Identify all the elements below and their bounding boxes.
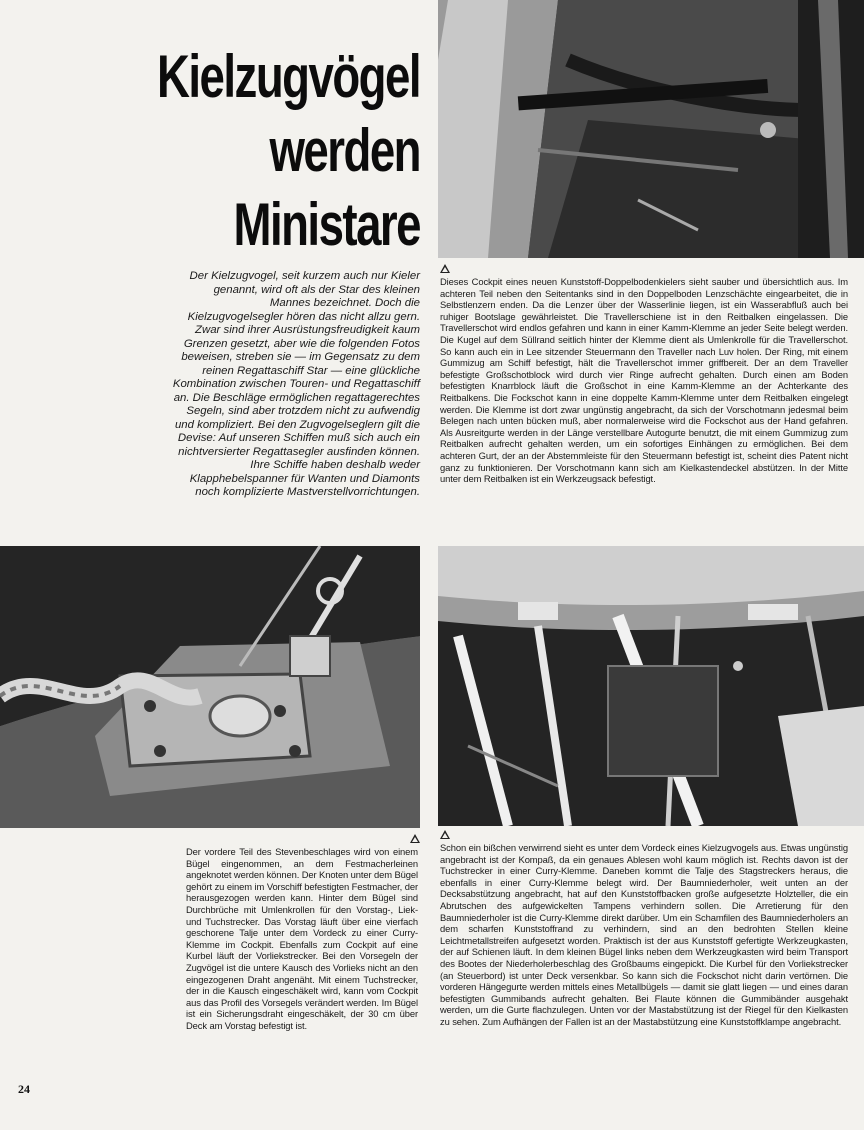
title-line-3: Ministare <box>233 191 420 258</box>
stevenbeschlag-photo <box>0 546 420 828</box>
title-line-2: werden <box>269 117 420 184</box>
stevenbeschlag-caption: Der vordere Teil des Stevenbeschlages wird von einem Bügel eingenommen, an dem Festmacherleinen angeknotet werden können. Der Knoten unter dem Bügel gehört zu einem im Vorschiff befestigten Festmacher, der herausgezogen werden kann. Hinter dem Bügel sind Durchbrüche mit Umlenkrollen für den Vorstag-, Liek- und Tuchstrecker. Das Vorstag läuft über eine vierfach geschorene Talje unter dem Vordeck zu einer Curry-Klemme im Cockpit. Ebenfalls zum Cockpit auf eine Kurbel läuft der Vorliekstrecker. Bei den Vorsegeln der Zugvögel ist die untere Kausch des Vorlieks nicht an den eingezogenen Draht angenäht. Mit einem Tuchstrecker, der in die Kausch eingeschäkelt wird, kann vom Cockpit aus das Profil des Vorsegels verändert werden. Im Bügel ist ein Sicherungsdraht eingeschäkelt, der 30 cm über Deck am Vorstag befestigt ist. <box>186 846 418 1031</box>
caption-marker-icon <box>440 264 450 273</box>
cockpit-photo <box>438 0 864 258</box>
article-title <box>146 40 420 262</box>
caption-marker-icon <box>410 834 420 843</box>
article-intro: Der Kielzugvogel, seit kurzem auch nur Kieler genannt, wird oft als der Star des kleinen Mannes bezeichnet. Doch die Kielzugvogelsegler hören das nicht allzu gern. Zwar sind ihrer Ausrüstungsfreudigkeit kaum Grenzen gesetzt, aber wie die folgenden Fotos beweisen, streben sie — im Gegensatz zu dem reinen Regattaschiff Star — eine glückliche Kombination zwischen Touren- und Regattaschiff an. Die Beschläge ermöglichen regattagerechtes Segeln, sind aber trotzdem nicht zu aufwendig und kompliziert. Bei den Zugvogelseglern gilt die Devise: Auf unseren Schiffen muß sich auch ein nichtversierter Regattasegler ausfinden können. Ihre Schiffe haben deshalb weder Klapphebelspanner für Wanten und Diamonts noch komplizierte Mastverstellvorrichtungen. <box>172 270 420 498</box>
vordeck-caption: Schon ein bißchen verwirrend sieht es unter dem Vordeck eines Kielzugvogels aus. Etwas ungünstig angebracht ist der Kompaß, da ein genaues Ablesen wohl kaum möglich ist. Rechts davon ist der Tuchstrecker in einer Curry-Klemme. Daneben kommt die Talje des Stagstreckers heraus, die ebenfalls in einer Curry-Klemme belegt wird. Der Baumniederholer, weit unten an der Decksabstützung angebracht, hat auf den Kunststoffbacken große aufgesetzte Holzteller, die ein Abrutschen des aufgewickelten Tampens verhindern sollen. Die Arretierung für den Baumniederholer ist die Curry-Klemme direkt darüber. Um ein Schamfilen des Baumniederholers an dem scharfen Kunststoffrand zu verhindern, sind an den bedrohten Stellen kleine Leichtmetallstreifen aufgesetzt worden. Praktisch ist der aus Kunststoff gefertigte Werkzeugkasten, der auf Schienen läuft. In dem kleinen Bügel links neben dem Werkzeugkasten wird beim Transport des Bootes der Niederholerbeschlag des Großbaums eingepickt. Die Kurbel für den Vorliekstrecker (an Steuerbord) ist unter Deck versenkbar. So kann sich die Fockschot nicht darin vertörnen. Die vorderen Hängegurte werden mittels eines Metallbügels — damit sie glatt liegen — und eines daran befestigten Gummibands aufrecht gehalten. Bei Flaute können die Gummibänder ausgehakt werden, um die Gurte flachzulegen. Unten vor der Mastabstützung ist der Riegel für den Kielkasten zu sehen. Zum Aufhängen der Fallen ist an der Mastabstützung eine Kunststoffklampe angebracht. <box>440 842 848 1027</box>
cockpit-caption: Dieses Cockpit eines neuen Kunststoff-Doppelbodenkielers sieht sauber und übersichtlich aus. Im achteren Teil neben den Seitentanks sind in den Doppelboden Lenzschächte eingearbeitet, die in Selbstlenzern enden. Da die Lenzer über der Wasserlinie liegen, ist ein Wasserabfluß auch bei ruhiger Bootslage gewährleistet. Die Travellerschiene ist in den Reitbalken eingelassen. Die Travellerschot wird endlos gefahren und kann in einer Kamm-Klemme an jeder Seite belegt werden. Die Kugel auf dem Süllrand seitlich hinter der Klemme dient als Umlenkrolle für die Travellerschot. So kann auch ein in Lee sitzender Steuermann den Traveller nach Luv holen. Der Ring, mit einem Gummizug am Schiff befestigt, hält die Travellerschot immer griffbereit. Der an dem Traveller befestigte Großschotblock wird durch vier Ringe aufrecht gehalten. Durch einen am Boden befestigten Knarrblock läuft die Großschot in eine Kamm-Klemme an der Achterkante des Reitbalkens. Die Fockschot kann in eine doppelte Kamm-Klemme unter dem Reitbalken eingelegt werden. Die Klemme ist dort zwar ungünstig angebracht, da sich der Vorschotmann jedesmal beim Belegen nach unten bücken muß, aber normalerweise wird die Fockschot aus der Hand gefahren. Als Ausreitgurte werden in der Länge verstellbare Autogurte benutzt, die mit einem Gummizug zum Reitbalken aufrecht gehalten werden, um ein sofortiges Einhängen zu ermöglichen. Bei dem achteren Gurt, der an der Abstemmleiste für den Steuermann befestigt ist, scheint dies Patent nicht ganz zu funktionieren. Der Vorschotmann kann sich am Kielkastendeckel abstützen. In der Mitte unter dem Reitbalken ist ein Werkzeugsack befestigt. <box>440 276 848 485</box>
title-line-1: Kielzugvögel <box>156 43 420 110</box>
vordeck-photo <box>438 546 864 826</box>
page-number: 24 <box>18 1082 30 1096</box>
caption-marker-icon <box>440 830 450 839</box>
